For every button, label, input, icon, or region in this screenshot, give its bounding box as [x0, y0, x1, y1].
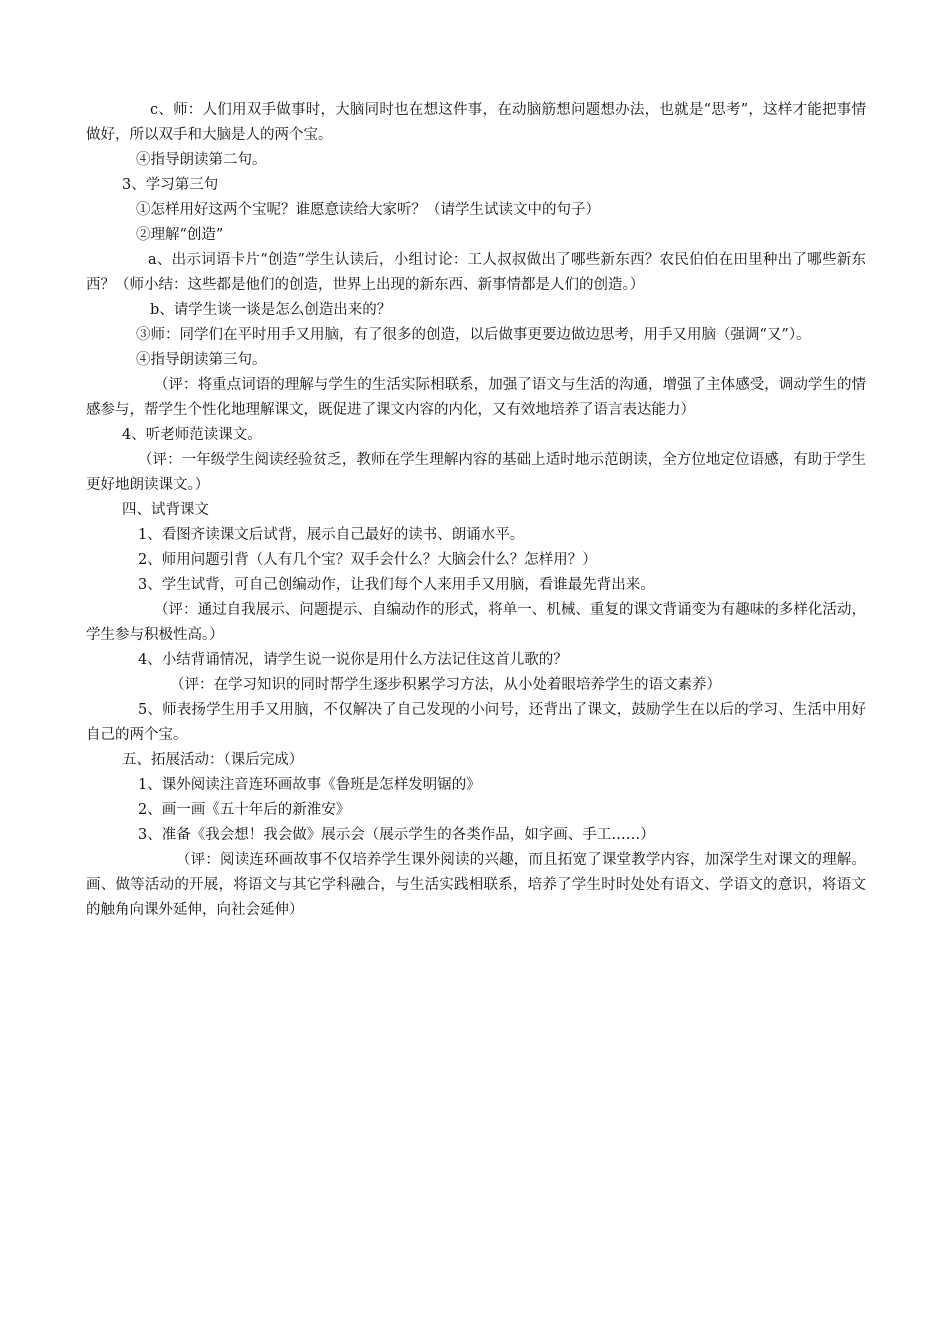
paragraph-comment-learning-methods: （评：在学习知识的同时帮学生逐步积累学习方法，从小处着眼培养学生的语文素养）	[170, 677, 721, 693]
list-item-activity-1: 1、课外阅读注音连环画故事《鲁班是怎样发明锯的》	[138, 777, 481, 793]
paragraph-read-second-sentence: ④指导朗读第二句。	[136, 152, 267, 168]
list-item-recite-4: 4、小结背诵情况，请学生说一说你是用什么方法记住这首儿歌的？	[138, 652, 568, 668]
paragraph-how-to-use-treasures: ①怎样用好这两个宝呢？谁愿意读给大家听？（请学生试读文中的句子）	[136, 202, 600, 218]
paragraph-b-how-created: b、请学生谈一谈是怎么创造出来的？	[150, 302, 392, 318]
list-item-recite-3: 3、学生试背，可自己创编动作，让我们每个人来用手又用脑，看谁最先背出来。	[138, 577, 655, 593]
list-item-activity-3: 3、准备《我会想！我会做》展示会（展示学生的各类作品，如字画、手工……）	[138, 827, 655, 843]
paragraph-read-third-sentence: ④指导朗读第三句。	[136, 352, 267, 368]
paragraph-understand-create: ②理解“创造”	[136, 227, 224, 243]
paragraph-comment-key-words: （评：将重点词语的理解与学生的生活实际相联系，加强了语文与生活的沟通，增强了主体感受，调动学生的情感参与，帮学生个性化地理解课文，既促进了课文内容的内化，又有效地培养了语言表达能力）	[86, 377, 866, 418]
heading-extension-activities: 五、拓展活动：（课后完成）	[122, 752, 304, 768]
document-page	[86, 98, 866, 923]
paragraph-c-teacher-thinking: c、师：人们用双手做事时，大脑同时也在想这件事，在动脑筋想问题想办法，也就是“思考”，这样才能把事情做好，所以双手和大脑是人的两个宝。	[86, 102, 866, 143]
paragraph-comment-model-reading: （评：一年级学生阅读经验贫乏，教师在学生理解内容的基础上适时地示范朗读，全方位地定位语感，有助于学生更好地朗读课文。）	[86, 452, 866, 493]
paragraph-word-card-create: a、出示词语卡片“创造”学生认读后，小组讨论：工人叔叔做出了哪些新东西？农民伯伯在田里种出了哪些新东西？（师小结：这些都是他们的创造，世界上出现的新东西、新事情都是人们的创造。）	[86, 252, 866, 293]
list-item-activity-2: 2、画一画《五十年后的新淮安》	[138, 802, 351, 818]
paragraph-comment-extension: （评：阅读连环画故事不仅培养学生课外阅读的兴趣，而且拓宽了课堂教学内容，加深学生对课文的理解。画、做等活动的开展，将语文与其它学科融合，与生活实践相联系，培养了学生时时处处有语文、学语文的意识，将语文的触角向课外延伸，向社会延伸）	[86, 852, 866, 918]
list-item-recite-1: 1、看图齐读课文后试背，展示自己最好的读书、朗诵水平。	[138, 527, 525, 543]
list-item-recite-5: 5、师表扬学生用手又用脑，不仅解决了自己发现的小问号，还背出了课文，鼓励学生在以后的学习、生活中用好自己的两个宝。	[86, 702, 866, 743]
heading-try-recite: 四、试背课文	[122, 502, 209, 518]
list-item-recite-2: 2、师用问题引背（人有几个宝？双手会什么？大脑会什么？怎样用？）	[138, 552, 597, 568]
paragraph-teacher-hand-and-brain: ③师：同学们在平时用手又用脑，有了很多的创造，以后做事更要边做边思考，用手又用脑（强调“又”）。	[136, 327, 811, 343]
paragraph-comment-recite: （评：通过自我展示、问题提示、自编动作的形式，将单一、机械、重复的课文背诵变为有趣味的多样化活动，学生参与积极性高。）	[86, 602, 866, 643]
heading-teacher-model-reading: 4、听老师范读课文。	[122, 427, 262, 443]
heading-learn-third-sentence: 3、学习第三句	[122, 177, 219, 193]
